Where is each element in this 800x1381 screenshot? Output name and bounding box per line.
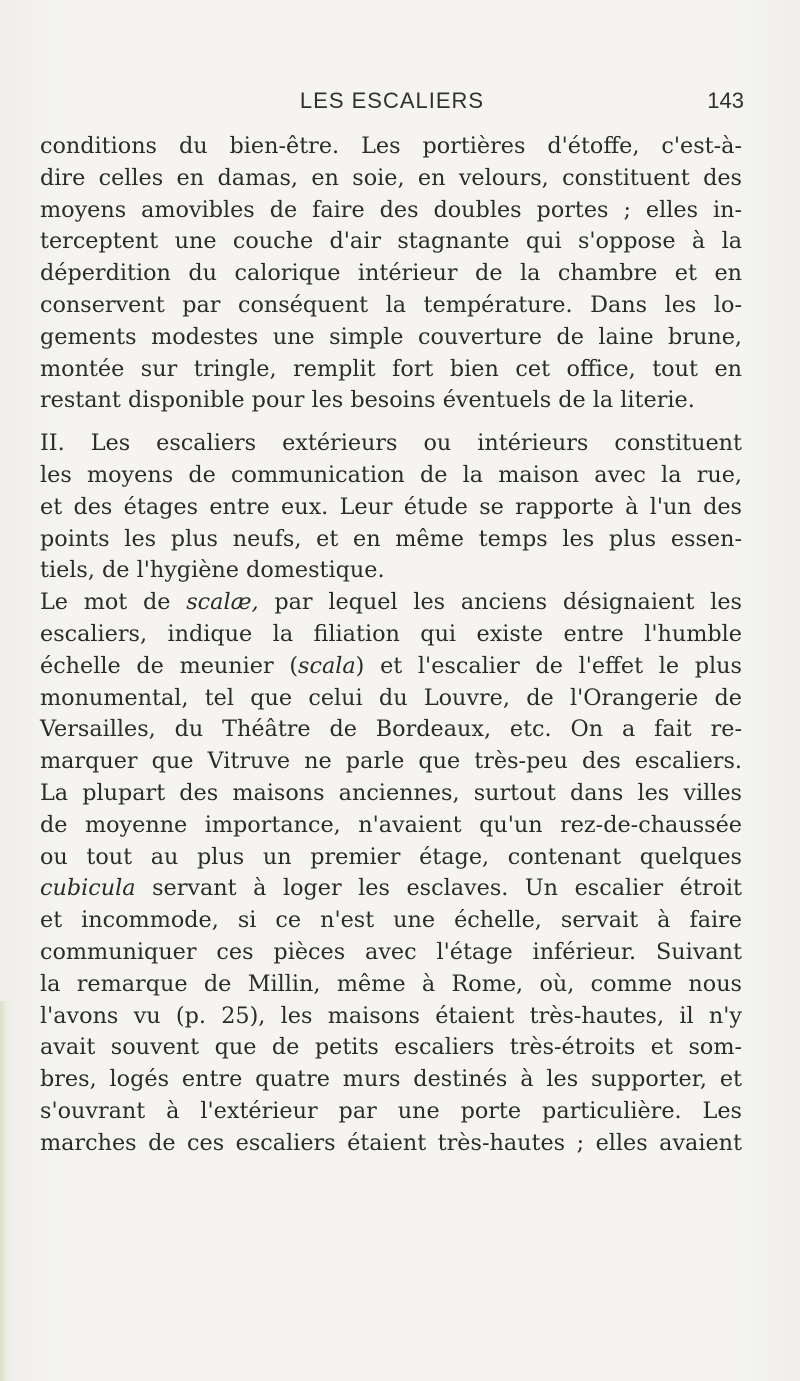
paragraph-gap: [40, 417, 742, 428]
text-line: marches de ces escaliers étaient très-hautes ; elles avaient: [40, 1129, 742, 1156]
text-line: de moyenne importance, n'avaient qu'un rez-de-chaussée: [40, 811, 742, 838]
text-line: communiquer ces pièces avec l'étage inférieur. Suivant: [40, 938, 742, 965]
text-line: moyens amovibles de faire des doubles portes ; elles in-: [40, 196, 742, 223]
text-run: Le mot de: [40, 589, 187, 616]
text-line: et des étages entre eux. Leur étude se rapporte à l'un des: [40, 493, 742, 520]
text-line: bres, logés entre quatre murs destinés à les supporter, et: [40, 1066, 742, 1093]
text-line: [40, 873, 742, 905]
text-run: échelle de meunier (: [40, 652, 299, 679]
text-line: [40, 587, 742, 619]
text-line: tiels, de l'hygiène domestique.: [40, 557, 385, 584]
text-line: conditions du bien-être. Les portières d'étoffe, c'est-à-: [40, 133, 742, 159]
text-run: ) et l'escalier de l'effet le plus: [355, 652, 742, 679]
text-line: La plupart des maisons anciennes, surtout dans les villes: [40, 779, 742, 806]
text-line: escaliers, indique la filiation qui existe entre l'humble: [40, 620, 742, 647]
text-line: déperdition du calorique intérieur de la chambre et en: [40, 260, 742, 287]
italic-term: scalæ,: [186, 589, 259, 616]
text-line: avait souvent que de petits escaliers très-étroits et som-: [40, 1034, 742, 1061]
text-line: l'avons vu (p. 25), les maisons étaient très-hautes, il n'y: [40, 1002, 742, 1029]
text-line: et incommode, si ce n'est une échelle, servait à faire: [40, 907, 742, 934]
text-line: terceptent une couche d'air stagnante qui s'oppose à la: [40, 228, 742, 255]
text-line: montée sur tringle, remplit fort bien cet office, tout en: [40, 355, 742, 382]
text-line: ou tout au plus un premier étage, contenant quelques: [40, 843, 742, 870]
text-line: monumental, tel que celui du Louvre, de l'Orangerie de: [40, 684, 742, 711]
text-line: la remarque de Millin, même à Rome, où, comme nous: [40, 970, 742, 997]
text-line: marquer que Vitruve ne parle que très-peu des escaliers.: [40, 748, 742, 775]
text-line: gements modestes une simple couverture de laine brune,: [40, 323, 742, 350]
text-line: Versailles, du Théâtre de Bordeaux, etc. On a fait re-: [40, 716, 742, 743]
text-line: restant disponible pour les besoins éventuels de la literie.: [40, 387, 695, 414]
page-header: [40, 88, 744, 122]
italic-term: scala: [298, 652, 356, 679]
text-run: par lequel les anciens désignaient les: [258, 589, 742, 616]
text-line: dire celles en damas, en soie, en velours, constituent des: [40, 164, 742, 191]
text-line: [40, 651, 742, 683]
text-line: points les plus neufs, et en même temps les plus essen-: [40, 525, 742, 552]
running-title: LES ESCALIERS: [299, 88, 485, 113]
body-text: [40, 131, 742, 1160]
text-line: s'ouvrant à l'extérieur par une porte particulière. Les: [40, 1097, 742, 1124]
page-number: 143: [707, 88, 744, 113]
text-line: conservent par conséquent la température. Dans les lo-: [40, 291, 742, 318]
text-line: II. Les escaliers extérieurs ou intérieurs constituent: [40, 430, 742, 457]
text-line: les moyens de communication de la maison avec la rue,: [40, 461, 742, 488]
page-edge-tint: [0, 1001, 10, 1381]
italic-term: cubicula: [40, 875, 136, 902]
text-run: servant à loger les esclaves. Un escalier étroit: [135, 875, 742, 902]
